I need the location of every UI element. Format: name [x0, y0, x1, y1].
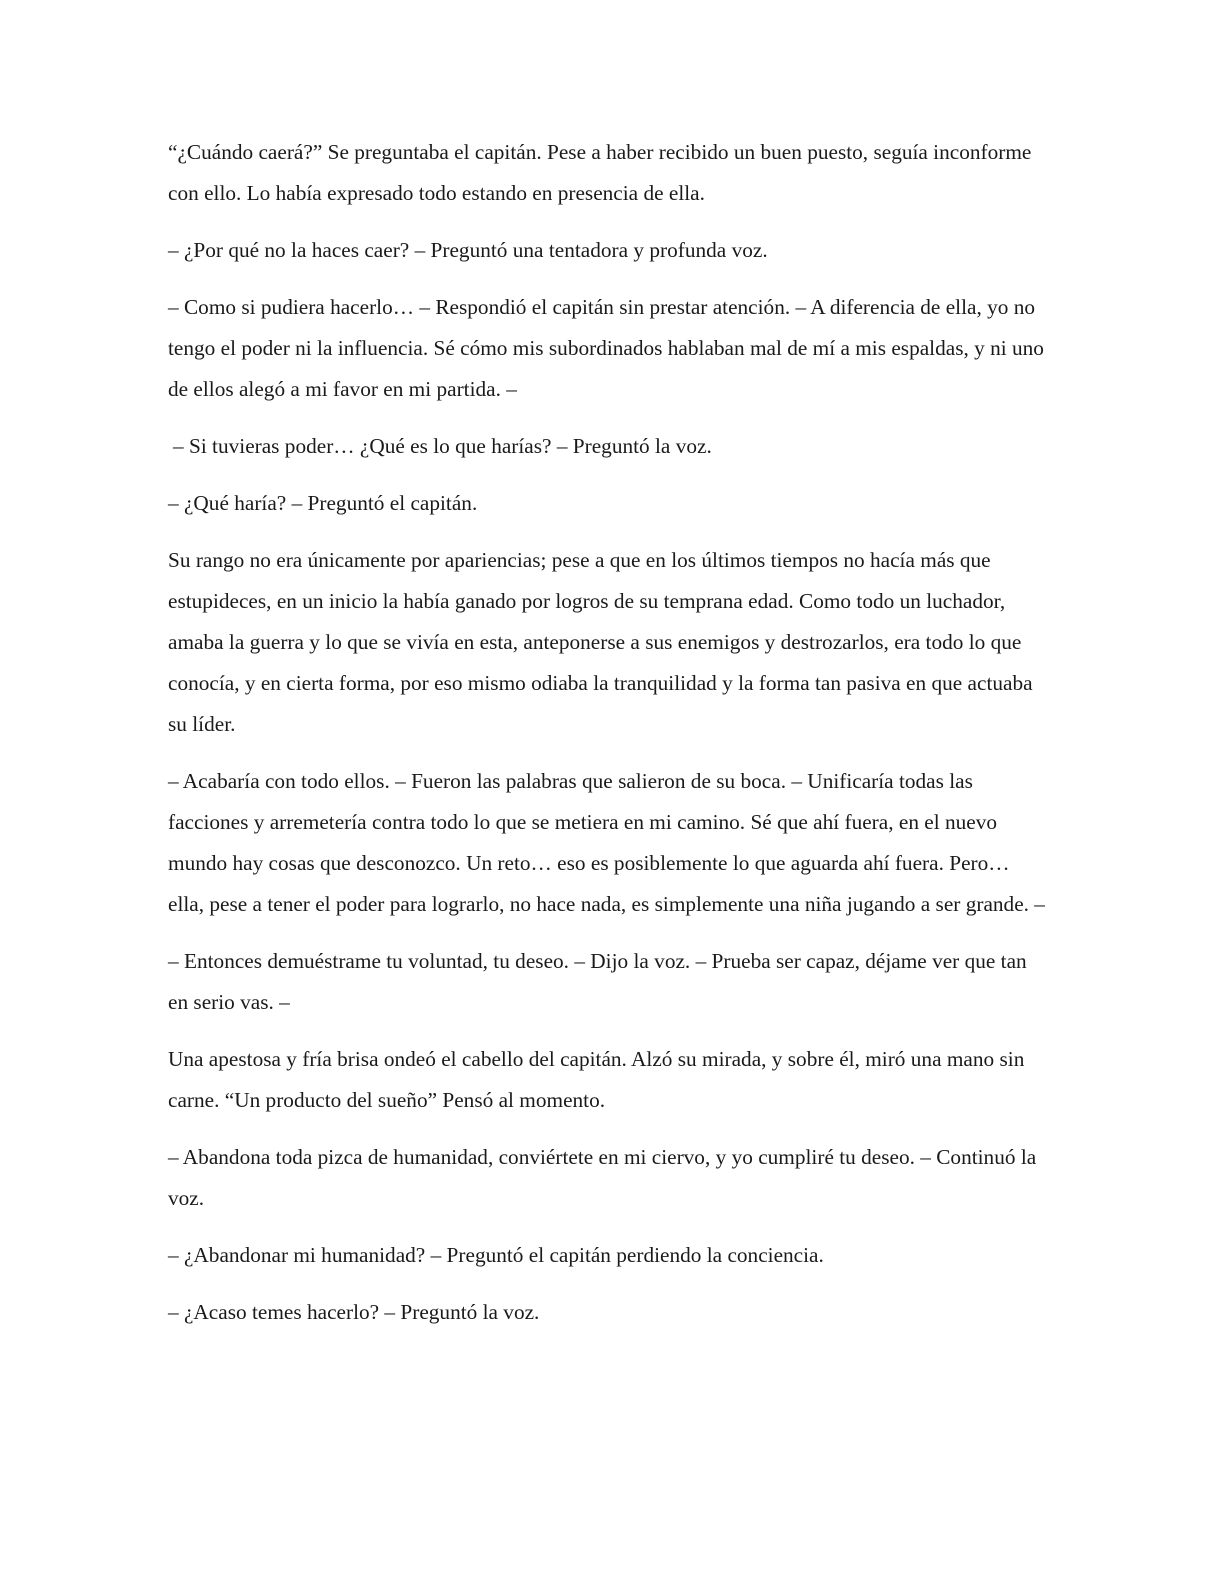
- paragraph-2: – ¿Por qué no la haces caer? – Preguntó una tentadora y profunda voz.: [168, 238, 768, 262]
- paragraph-6: Su rango no era únicamente por apariencias; pese a que en los últimos tiempos no hacía más que estupideces, en un inicio la había ganado por logros de su temprana edad. Como todo un luchador, amaba la guerra y lo que se vivía en esta, anteponerse a sus enemigos y destrozarlos, era todo lo que conocía, y en cierta forma, por eso mismo odiaba la tranquilidad y la forma tan pasiva en que actuaba su líder.: [168, 548, 1033, 736]
- paragraph-9: Una apestosa y fría brisa ondeó el cabello del capitán. Alzó su mirada, y sobre él, miró una mano sin carne. “Un producto del sueño” Pensó al momento.: [168, 1047, 1025, 1112]
- paragraph-11: – ¿Abandonar mi humanidad? – Preguntó el capitán perdiendo la conciencia.: [168, 1243, 824, 1267]
- paragraph-1: “¿Cuándo caerá?” Se preguntaba el capitán. Pese a haber recibido un buen puesto, seguía inconforme con ello. Lo había expresado todo estando en presencia de ella.: [168, 140, 1032, 205]
- paragraph-3: – Como si pudiera hacerlo… – Respondió el capitán sin prestar atención. – A diferencia de ella, yo no tengo el poder ni la influencia. Sé cómo mis subordinados hablaban mal de mí a mis espaldas, y ni uno de ellos alegó a mi favor en mi partida. –: [168, 295, 1044, 401]
- paragraph-12: – ¿Acaso temes hacerlo? – Preguntó la voz.: [168, 1300, 540, 1324]
- document-page: [168, 132, 1046, 1349]
- paragraph-4: – Si tuvieras poder… ¿Qué es lo que harías? – Preguntó la voz.: [173, 434, 712, 458]
- paragraph-10: – Abandona toda pizca de humanidad, conviértete en mi ciervo, y yo cumpliré tu deseo. – Continuó la voz.: [168, 1145, 1037, 1210]
- paragraph-7: – Acabaría con todo ellos. – Fueron las palabras que salieron de su boca. – Unificaría todas las facciones y arremetería contra todo lo que se metiera en mi camino. Sé que ahí fuera, en el nuevo mundo hay cosas que desconozco. Un reto… eso es posiblemente lo que aguarda ahí fuera. Pero… ella, pese a tener el poder para lograrlo, no hace nada, es simplemente una niña jugando a ser grande. –: [168, 769, 1045, 916]
- paragraph-5: – ¿Qué haría? – Preguntó el capitán.: [168, 491, 478, 515]
- paragraph-8: – Entonces demuéstrame tu voluntad, tu deseo. – Dijo la voz. – Prueba ser capaz, déjame ver que tan en serio vas. –: [168, 949, 1027, 1014]
